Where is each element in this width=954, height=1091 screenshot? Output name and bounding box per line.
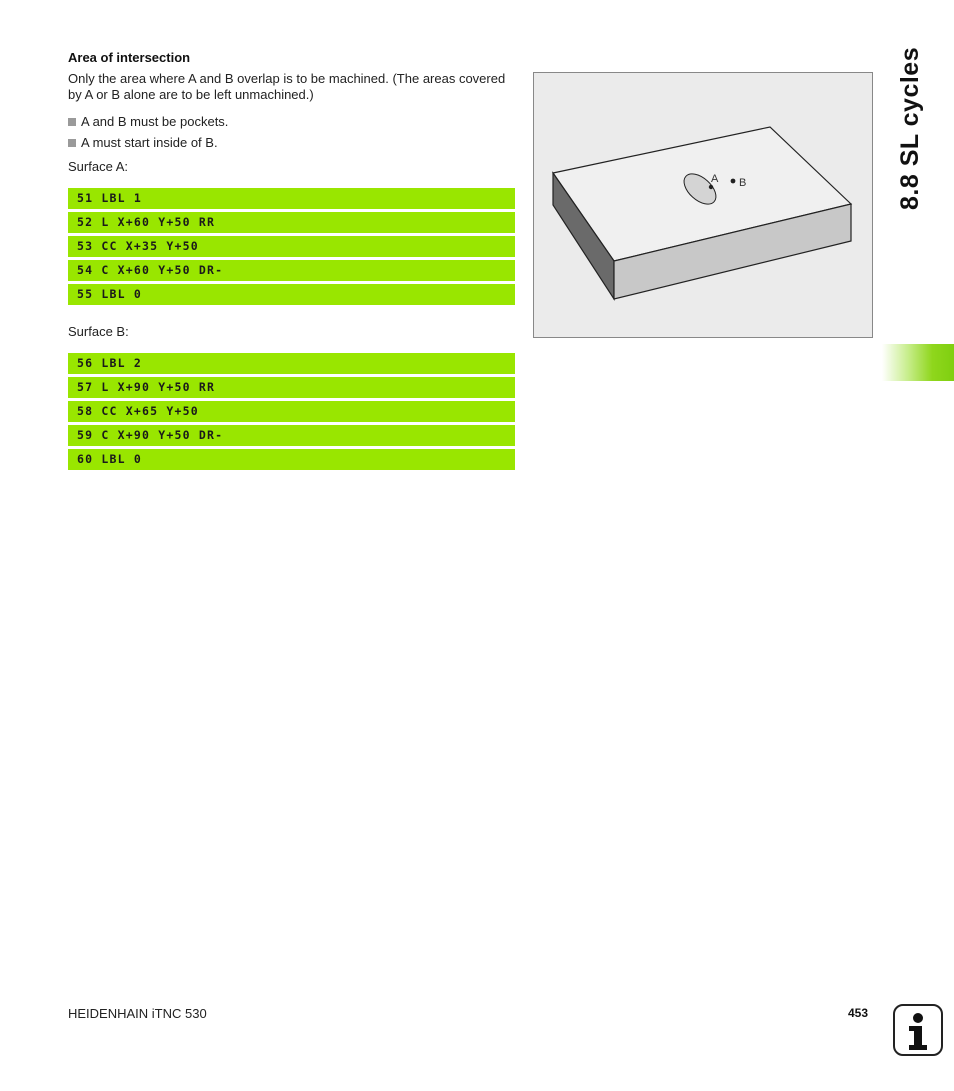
code-line: 60 LBL 0 (68, 449, 515, 470)
footer-product: HEIDENHAIN iTNC 530 (68, 1006, 207, 1021)
surface-a-label: Surface A: (68, 159, 128, 174)
code-line: 52 L X+60 Y+50 RR (68, 212, 515, 233)
code-line: 59 C X+90 Y+50 DR- (68, 425, 515, 446)
code-line: 55 LBL 0 (68, 284, 515, 305)
surface-b-code (68, 353, 515, 473)
page-number: 453 (848, 1006, 869, 1020)
info-icon (893, 1004, 943, 1056)
code-line: 58 CC X+65 Y+50 (68, 401, 515, 422)
bullet-item (68, 135, 218, 150)
code-line: 57 L X+90 Y+50 RR (68, 377, 515, 398)
code-line: 56 LBL 2 (68, 353, 515, 374)
bullet-text: A and B must be pockets. (81, 114, 229, 129)
code-line: 51 LBL 1 (68, 188, 515, 209)
code-line: 53 CC X+35 Y+50 (68, 236, 515, 257)
workpiece-illustration (534, 73, 872, 337)
bullet-item (68, 114, 228, 129)
surface-b-label: Surface B: (68, 324, 129, 339)
bullet-square-icon (68, 139, 76, 147)
code-line: 54 C X+60 Y+50 DR- (68, 260, 515, 281)
label-a: A (711, 173, 719, 185)
bullet-square-icon (68, 118, 76, 126)
section-description: Only the area where A and B overlap is to be machined. (The areas covered by A or B alone are to be left unmachined.) (68, 71, 506, 102)
bullet-text: A must start inside of B. (81, 135, 218, 150)
surface-a-code (68, 188, 515, 308)
chapter-tab (882, 344, 954, 381)
chapter-title: 8.8 SL cycles (896, 46, 924, 210)
section-heading: Area of intersection (68, 50, 191, 65)
workpiece-figure (533, 72, 873, 338)
label-b: B (739, 177, 747, 189)
